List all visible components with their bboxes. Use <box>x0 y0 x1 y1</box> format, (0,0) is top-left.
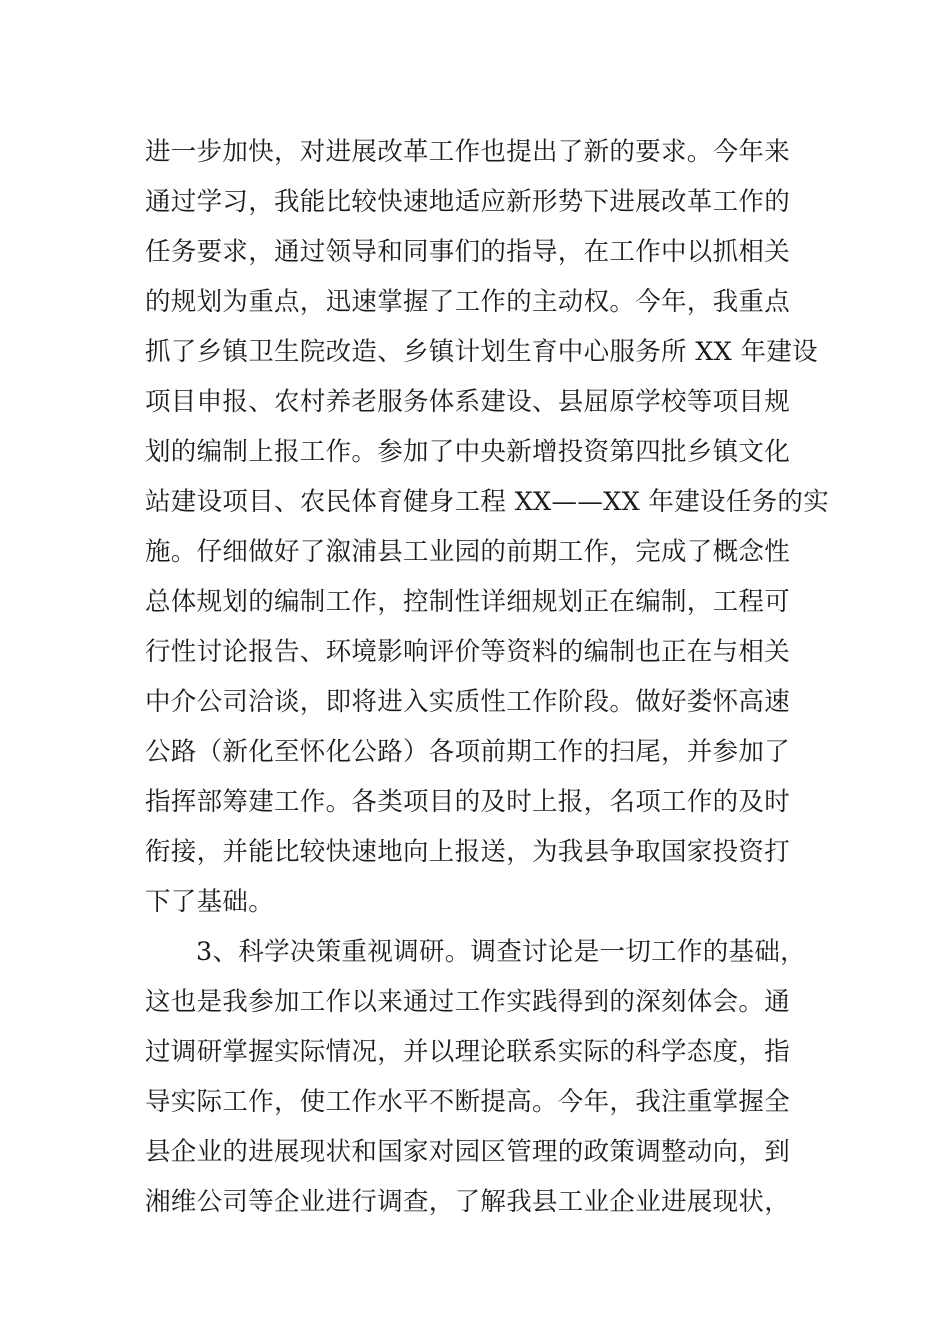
text-line: 施。仔细做好了溆浦县工业园的前期工作，完成了概念性 <box>145 537 791 567</box>
text-line: 划的编制上报工作。参加了中央新增投资第四批乡镇文化 <box>145 437 791 467</box>
text-line: 抓了乡镇卫生院改造、乡镇计划生育中心服务所 XX 年建设 <box>145 337 818 367</box>
text-line: 站建设项目、农民体育健身工程 XX——XX 年建设任务的实 <box>145 487 830 517</box>
text-line: 行性讨论报告、环境影响评价等资料的编制也正在与相关 <box>145 637 791 667</box>
text-line: 总体规划的编制工作，控制性详细规划正在编制，工程可 <box>145 587 791 617</box>
text-line: 下了基础。 <box>145 887 275 917</box>
text-line: 进一步加快，对进展改革工作也提出了新的要求。今年来 <box>145 137 791 167</box>
text-line: 项目申报、农村养老服务体系建设、县屈原学校等项目规 <box>145 387 791 417</box>
text-line: 过调研掌握实际情况，并以理论联系实际的科学态度，指 <box>145 1037 791 1067</box>
paragraph-start-line: 3、科学决策重视调研。调查讨论是一切工作的基础， <box>196 937 806 967</box>
text-line: 任务要求，通过领导和同事们的指导，在工作中以抓相关 <box>145 237 791 267</box>
text-line: 导实际工作，使工作水平不断提高。今年，我注重掌握全 <box>145 1087 791 1117</box>
text-line: 湘维公司等企业进行调查，了解我县工业企业进展现状， <box>145 1187 791 1217</box>
text-line: 这也是我参加工作以来通过工作实践得到的深刻体会。通 <box>145 987 791 1017</box>
text-line: 中介公司洽谈，即将进入实质性工作阶段。做好娄怀高速 <box>145 687 791 717</box>
text-line: 县企业的进展现状和国家对园区管理的政策调整动向，到 <box>145 1137 791 1167</box>
text-line: 公路（新化至怀化公路）各项前期工作的扫尾，并参加了 <box>145 737 791 767</box>
text-line: 指挥部筹建工作。各类项目的及时上报，名项工作的及时 <box>145 787 791 817</box>
text-line: 的规划为重点，迅速掌握了工作的主动权。今年，我重点 <box>145 287 791 317</box>
text-line: 衔接，并能比较快速地向上报送，为我县争取国家投资打 <box>145 837 791 867</box>
text-line: 通过学习，我能比较快速地适应新形势下进展改革工作的 <box>145 187 791 217</box>
